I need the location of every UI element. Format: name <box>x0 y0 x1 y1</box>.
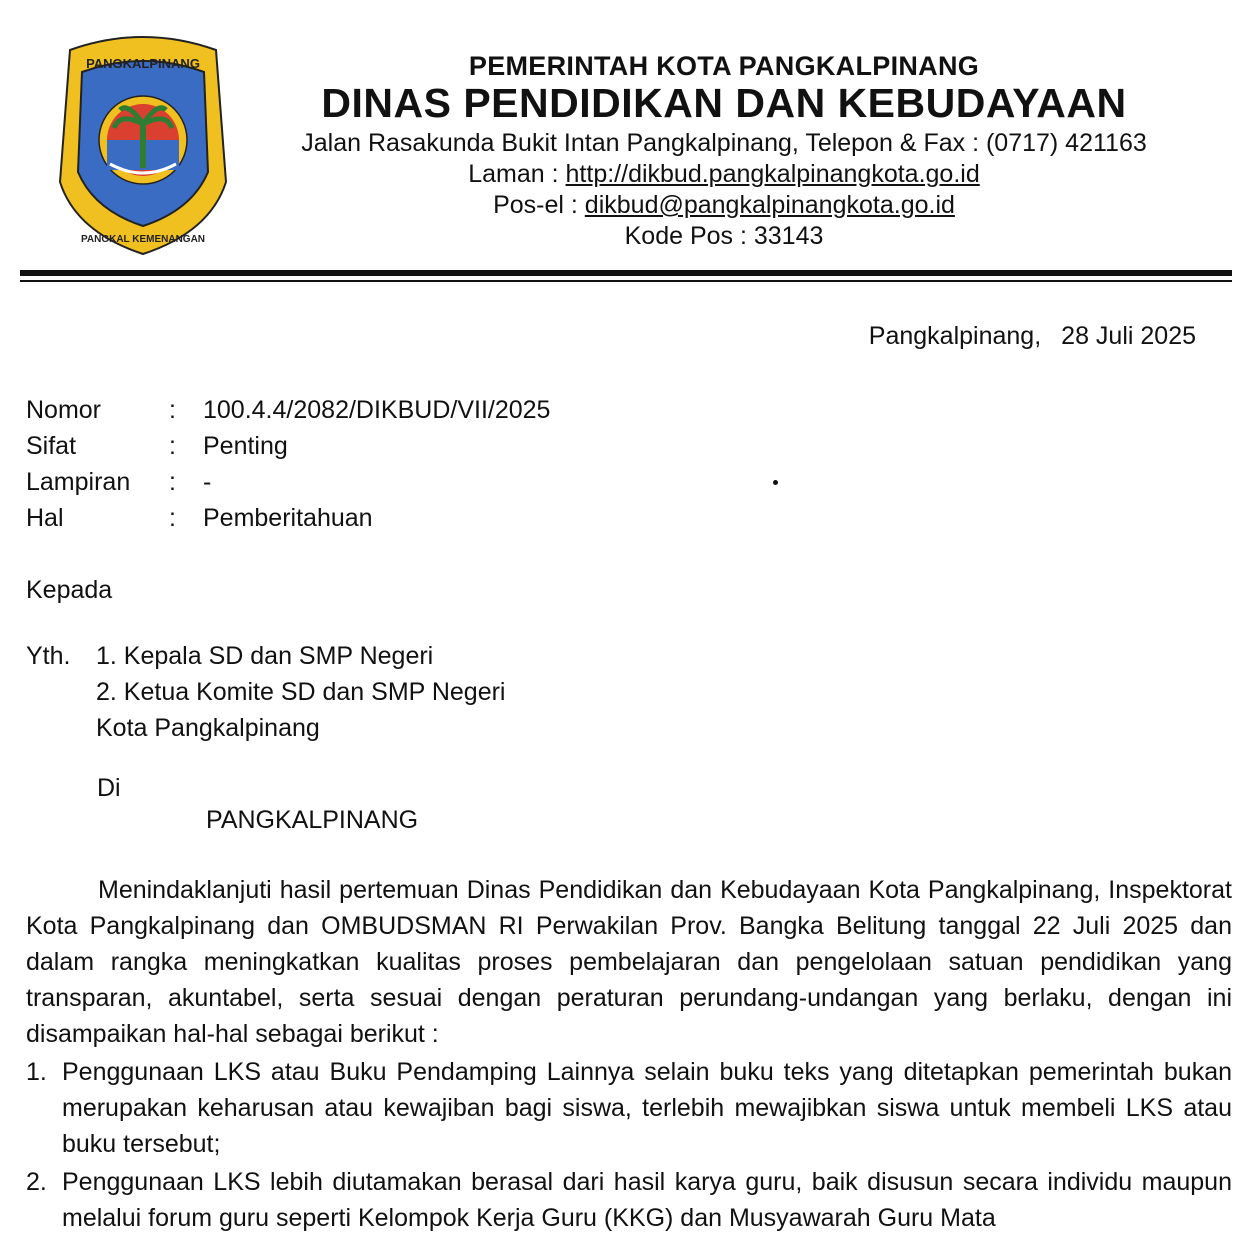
meta-row-lampiran <box>26 464 550 500</box>
recipient-row <box>26 710 505 746</box>
recipient-item: 2. Ketua Komite SD dan SMP Negeri <box>96 677 506 706</box>
list-item <box>26 1054 1232 1162</box>
city-logo <box>50 32 236 260</box>
website-link[interactable]: http://dikbud.pangkalpinangkota.go.id <box>565 160 980 188</box>
meta-label: Lampiran <box>26 467 131 496</box>
recipient-item: 1. Kepala SD dan SMP Negeri <box>96 641 434 670</box>
email-label: Pos-el : <box>493 191 578 219</box>
meta-value: 100.4.4/2082/DIKBUD/VII/2025 <box>203 395 551 424</box>
logo-bottom-text: PANGKAL KEMENANGAN <box>80 234 206 245</box>
meta-row-sifat <box>26 428 550 464</box>
logo-top-text: PANGKALPINANG <box>86 56 200 71</box>
recipient-row <box>26 674 505 710</box>
letterhead <box>240 48 1208 252</box>
agency-name: DINAS PENDIDIKAN DAN KEBUDAYAAN <box>321 80 1127 126</box>
points-list <box>26 1054 1232 1238</box>
letter-meta <box>26 392 550 536</box>
government-name: PEMERINTAH KOTA PANGKALPINANG <box>468 51 980 81</box>
recipients <box>26 638 505 746</box>
meta-label: Sifat <box>26 431 77 460</box>
list-text: Penggunaan LKS atau Buku Pendamping Lainnya selain buku teks yang ditetapkan pemerintah bukan merupakan keharusan atau kewajiban bagi siswa, terlebih mewajibkan siswa untuk membeli LKS atau buku tersebut; <box>62 1058 1232 1158</box>
meta-value: - <box>203 467 212 496</box>
date-place: Pangkalpinang, <box>868 322 1042 350</box>
intro-paragraph: Menindaklanjuti hasil pertemuan Dinas Pendidikan dan Kebudayaan Kota Pangkalpinang, Inspektorat Kota Pangkalpinang dan OMBUDSMAN RI Perwakilan Prov. Bangka Belitung tanggal 22 Juli 2025 dan dalam rangka meningkatkan kualitas proses pembelajaran dan pengelolaan satuan pendidikan yang transparan, akuntabel, serta sesuai dengan peraturan perundang-undangan yang berlaku, dengan ini disampaikan hal-hal sebagai berikut : <box>26 876 1232 1048</box>
list-item <box>26 1164 1232 1236</box>
date-value: 28 Juli 2025 <box>1061 322 1196 350</box>
list-text: Penggunaan LKS lebih diutamakan berasal dari hasil karya guru, baik disusun secara individu maupun melalui forum guru seperti Kelompok Kerja Guru (KKG) dan Musyawarah Guru Mata <box>62 1168 1232 1232</box>
email-line <box>240 190 1208 221</box>
meta-colon: : <box>169 467 176 496</box>
address: Jalan Rasakunda Bukit Intan Pangkalpinang, Telepon & Fax : (0717) 421163 <box>301 129 1147 157</box>
list-number: 1. <box>26 1058 47 1086</box>
meta-colon: : <box>169 431 176 460</box>
di-label: Di <box>97 774 121 802</box>
header-divider-thin <box>20 280 1232 282</box>
email-link[interactable]: dikbud@pangkalpinangkota.go.id <box>584 191 955 219</box>
website-line <box>240 159 1208 190</box>
recipient-row <box>26 638 505 674</box>
destination-city: PANGKALPINANG <box>206 806 419 834</box>
letter-date <box>869 322 1196 351</box>
meta-value: Pemberitahuan <box>203 503 373 532</box>
meta-colon: : <box>169 395 176 424</box>
meta-label: Nomor <box>26 395 102 424</box>
meta-colon: : <box>169 503 176 532</box>
meta-label: Hal <box>26 503 64 532</box>
header-divider-thick <box>20 270 1232 276</box>
recipient-city: Kota Pangkalpinang <box>96 713 320 742</box>
postal-code: Kode Pos : 33143 <box>624 222 824 250</box>
website-label: Laman : <box>468 160 559 188</box>
list-number: 2. <box>26 1168 47 1196</box>
greeting: Kepada <box>26 576 113 604</box>
stray-mark <box>773 480 778 485</box>
meta-row-hal <box>26 500 550 536</box>
meta-row-nomor <box>26 392 550 428</box>
meta-value: Penting <box>203 431 288 460</box>
yth-label: Yth. <box>26 641 71 670</box>
